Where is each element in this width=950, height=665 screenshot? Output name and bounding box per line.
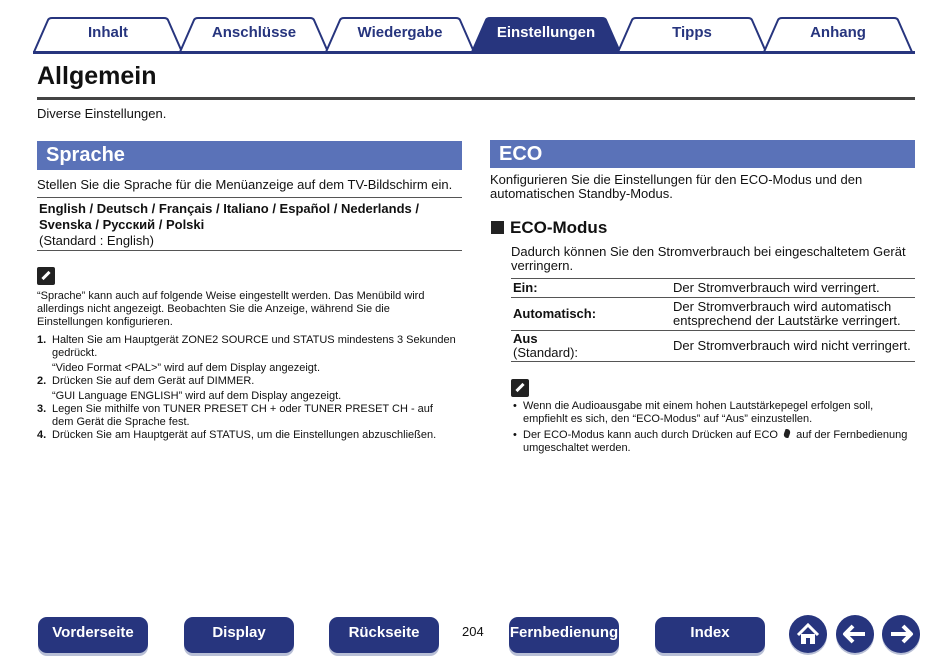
eco-description: Konfigurieren Sie die Einstellungen für den ECO-Modus und den automatischen Standby-Modus. xyxy=(490,172,863,201)
step-text: Legen Sie mithilfe von TUNER PRESET CH + oder TUNER PRESET CH - auf dem Gerät die Sprache fest. xyxy=(52,403,433,428)
bullet-icon: • xyxy=(513,429,517,441)
option-key-text: Ein: xyxy=(513,280,538,295)
option-key-text: Automatisch: xyxy=(513,306,597,321)
tab-underline xyxy=(33,51,915,54)
list-item xyxy=(513,400,913,426)
note-text xyxy=(523,429,913,455)
eco-mode-description: Dadurch können Sie den Stromverbrauch bei eingeschaltetem Gerät verringern. xyxy=(511,244,906,273)
tab-einstellungen[interactable] xyxy=(471,17,621,53)
step-number: 4. xyxy=(37,429,47,441)
tab-label: Tipps xyxy=(672,24,712,41)
list-item xyxy=(37,375,457,403)
note-text-part: Der ECO-Modus kann auch durch Drücken auf ECO xyxy=(523,429,778,441)
index-button[interactable]: Index xyxy=(655,617,765,653)
tab-tipps[interactable] xyxy=(617,17,767,53)
option-key xyxy=(511,331,671,362)
title-divider xyxy=(37,97,915,100)
home-icon xyxy=(789,615,827,653)
forward-button[interactable] xyxy=(882,615,920,653)
sprache-description: Stellen Sie die Sprache für die Menüanzeige auf dem TV-Bildschirm ein. xyxy=(37,177,453,192)
page-title: Allgemein xyxy=(37,62,157,90)
tab-wiedergabe[interactable] xyxy=(325,17,475,53)
note-pencil-icon xyxy=(511,379,529,397)
list-item xyxy=(37,403,457,429)
list-item xyxy=(37,429,457,442)
list-item xyxy=(37,334,457,375)
rear-panel-button[interactable]: Rückseite xyxy=(329,617,439,653)
table-row xyxy=(511,279,915,298)
front-panel-button[interactable]: Vorderseite xyxy=(38,617,148,653)
sprache-note: “Sprache” kann auch auf folgende Weise eingestellt werden. Das Menübild wird allerdings nicht angezeigt. Beobachten Sie die Anzeige, während Sie die Einstellungen konfigurieren. xyxy=(37,290,425,328)
option-key-text: Aus xyxy=(513,331,538,346)
table-row xyxy=(511,331,915,362)
step-number: 1. xyxy=(37,334,47,346)
option-value: Der Stromverbrauch wird nicht verringert. xyxy=(671,331,915,362)
language-options-line: English / Deutsch / Français / Italiano / Español / Nederlands / xyxy=(39,201,419,216)
eco-options-table xyxy=(511,278,915,362)
tab-anschluesse[interactable] xyxy=(179,17,329,53)
tab-label: Einstellungen xyxy=(496,24,596,41)
table-row xyxy=(511,298,915,331)
display-button[interactable]: Display xyxy=(184,617,294,653)
note-text-part: auf der Fernbedienung umgeschaltet werden. xyxy=(523,429,908,454)
top-tab-bar xyxy=(33,17,915,53)
divider xyxy=(37,197,462,198)
language-options-line: Svenska / Русский / Polski xyxy=(39,217,205,232)
back-button[interactable] xyxy=(836,615,874,653)
sprache-heading: Sprache xyxy=(37,141,462,170)
bullet-icon: • xyxy=(513,400,517,412)
note-text: Wenn die Audioausgabe mit einem hohen Lautstärkepegel erfolgen soll, empfiehlt es sich, den “ECO-Modus” auf “Aus” einzustellen. xyxy=(523,400,874,425)
option-key xyxy=(511,298,671,331)
step-number: 3. xyxy=(37,403,47,415)
arrow-right-icon xyxy=(882,615,920,653)
sprache-steps xyxy=(37,334,457,442)
step-text: Drücken Sie am Hauptgerät auf STATUS, um die Einstellungen abzuschließen. xyxy=(52,429,437,441)
eco-heading: ECO xyxy=(490,140,915,168)
tab-label: Wiedergabe xyxy=(357,24,443,41)
page-number: 204 xyxy=(462,624,484,639)
language-options xyxy=(39,201,459,233)
remote-control-button[interactable]: Fernbedienung xyxy=(509,617,619,653)
list-item xyxy=(513,429,913,455)
arrow-left-icon xyxy=(836,615,874,653)
tab-label: Inhalt xyxy=(88,24,128,41)
tab-anhang[interactable] xyxy=(763,17,913,53)
page-intro: Diverse Einstellungen. xyxy=(37,106,167,121)
step-text: Drücken Sie auf dem Gerät auf DIMMER. xyxy=(52,375,255,387)
option-value: Der Stromverbrauch wird verringert. xyxy=(671,279,915,298)
note-pencil-icon xyxy=(37,267,55,285)
tab-inhalt[interactable] xyxy=(33,17,183,53)
section-bullet-square xyxy=(491,221,504,234)
language-standard: (Standard : English) xyxy=(39,233,154,248)
step-subtext: “GUI Language ENGLISH” wird auf dem Display angezeigt. xyxy=(52,390,342,402)
step-text: Halten Sie am Hauptgerät ZONE2 SOURCE und STATUS mindestens 3 Sekunden gedrückt. xyxy=(52,334,456,359)
tab-label: Anhang xyxy=(810,24,866,41)
eco-mode-title: ECO-Modus xyxy=(510,218,608,237)
home-button[interactable] xyxy=(789,615,827,653)
divider xyxy=(37,250,462,251)
step-number: 2. xyxy=(37,375,47,387)
eco-leaf-icon xyxy=(782,429,791,438)
option-value: Der Stromverbrauch wird automatisch entsprechend der Lautstärke verringert. xyxy=(671,298,915,331)
tab-label: Anschlüsse xyxy=(211,24,297,41)
step-subtext: “Video Format <PAL>” wird auf dem Display angezeigt. xyxy=(52,362,321,374)
option-key xyxy=(511,279,671,298)
option-key-subtext: (Standard): xyxy=(513,345,579,360)
